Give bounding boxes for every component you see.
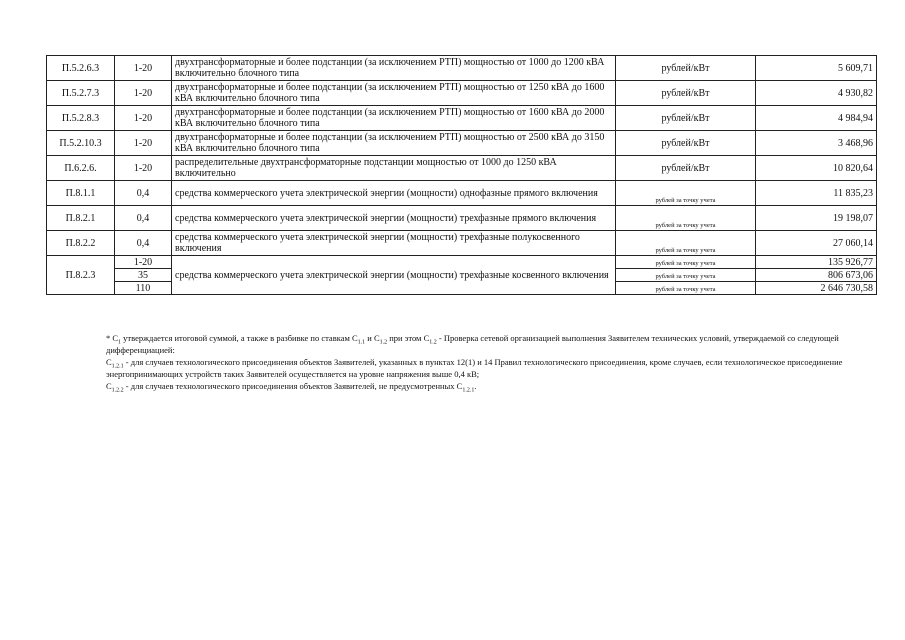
row-code: П.8.1.1 bbox=[47, 181, 115, 206]
table-row bbox=[47, 106, 877, 131]
row-voltage: 1-20 bbox=[115, 106, 172, 131]
row-price: 19 198,07 bbox=[756, 206, 877, 231]
row-voltage: 1-20 bbox=[115, 131, 172, 156]
row-description: двухтрансформаторные и более подстанции (за исключением РТП) мощностью от 2500 кВА до 3150 кВА включительно блочного типа bbox=[172, 131, 616, 156]
row-code: П.8.2.1 bbox=[47, 206, 115, 231]
row-unit: рублей за точку учета bbox=[616, 231, 756, 256]
row-code: П.5.2.8.3 bbox=[47, 106, 115, 131]
row-description: средства коммерческого учета электрической энергии (мощности) трехфазные косвенного включения bbox=[172, 256, 616, 295]
row-code: П.8.2.3 bbox=[47, 256, 115, 295]
row-description: средства коммерческого учета электрической энергии (мощности) трехфазные полукосвенного включения bbox=[172, 231, 616, 256]
row-voltage: 1-20 bbox=[115, 156, 172, 181]
row-unit: рублей за точку учета bbox=[616, 269, 756, 282]
row-unit: рублей/кВт bbox=[616, 156, 756, 181]
row-voltage: 0,4 bbox=[115, 231, 172, 256]
row-voltage: 110 bbox=[115, 282, 172, 295]
row-price: 4 930,82 bbox=[756, 81, 877, 106]
row-unit: рублей/кВт bbox=[616, 106, 756, 131]
row-unit: рублей за точку учета bbox=[616, 181, 756, 206]
footnote-line-1: * $С_1$ утверждается итоговой суммой, а также в разбивке по ставкам $С_{1.1}$ и $С_{1.2}$ при этом $С_{1.2}$ - Проверка сетевой организацией выполнения Заявителем технических условий, утверждаемой со следующей дифференциацией: bbox=[106, 333, 839, 355]
row-unit: рублей за точку учета bbox=[616, 256, 756, 269]
row-code: П.5.2.7.3 bbox=[47, 81, 115, 106]
row-unit: рублей/кВт bbox=[616, 56, 756, 81]
row-voltage: 35 bbox=[115, 269, 172, 282]
row-description: средства коммерческого учета электрической энергии (мощности) однофазные прямого включения bbox=[172, 181, 616, 206]
row-description: двухтрансформаторные и более подстанции (за исключением РТП) мощностью от 1000 до 1200 кВА включительно блочного типа bbox=[172, 56, 616, 81]
row-description: распределительные двухтрансформаторные подстанции мощностью от 1000 до 1250 кВА включительно bbox=[172, 156, 616, 181]
row-code: П.8.2.2 bbox=[47, 231, 115, 256]
row-unit: рублей за точку учета bbox=[616, 206, 756, 231]
row-price: 11 835,23 bbox=[756, 181, 877, 206]
row-voltage: 1-20 bbox=[115, 56, 172, 81]
tariff-table bbox=[46, 55, 877, 295]
row-description: средства коммерческого учета электрической энергии (мощности) трехфазные прямого включения bbox=[172, 206, 616, 231]
row-unit: рублей/кВт bbox=[616, 81, 756, 106]
row-voltage: 0,4 bbox=[115, 206, 172, 231]
row-price: 806 673,06 bbox=[756, 269, 877, 282]
row-voltage: 1-20 bbox=[115, 81, 172, 106]
footnote-line-2: $С_{1.2.1}$ - для случаев технологического присоединения объектов Заявителей, указанных в пунктах 12(1) и 14 Правил технологического присоединения, кроме случаев, если технологическое присоединение энергопринимающих устройств таких Заявителей осуществляется на уровне напряжения выше 0,4 кВ; bbox=[106, 357, 843, 379]
row-price: 135 926,77 bbox=[756, 256, 877, 269]
row-price: 2 646 730,58 bbox=[756, 282, 877, 295]
row-code: П.6.2.6. bbox=[47, 156, 115, 181]
table-row bbox=[47, 131, 877, 156]
table-row bbox=[47, 231, 877, 256]
row-code: П.5.2.10.3 bbox=[47, 131, 115, 156]
row-description: двухтрансформаторные и более подстанции (за исключением РТП) мощностью от 1600 кВА до 2000 кВА включительно блочного типа bbox=[172, 106, 616, 131]
row-code: П.5.2.6.3 bbox=[47, 56, 115, 81]
row-price: 4 984,94 bbox=[756, 106, 877, 131]
table-row bbox=[47, 181, 877, 206]
row-price: 3 468,96 bbox=[756, 131, 877, 156]
table-row bbox=[47, 156, 877, 181]
row-price: 27 060,14 bbox=[756, 231, 877, 256]
row-description: двухтрансформаторные и более подстанции (за исключением РТП) мощностью от 1250 кВА до 1600 кВА включительно блочного типа bbox=[172, 81, 616, 106]
table-row bbox=[47, 256, 877, 269]
row-price: 10 820,64 bbox=[756, 156, 877, 181]
row-price: 5 609,71 bbox=[756, 56, 877, 81]
row-voltage: 0,4 bbox=[115, 181, 172, 206]
row-unit: рублей/кВт bbox=[616, 131, 756, 156]
table-row bbox=[47, 56, 877, 81]
footnote bbox=[106, 332, 846, 392]
table-row bbox=[47, 206, 877, 231]
footnote-line-3: $С_{1.2.2}$ - для случаев технологического присоединения объектов Заявителей, не предусмотренных $С_{1.2.1}$. bbox=[106, 381, 477, 394]
table-row bbox=[47, 81, 877, 106]
row-unit: рублей за точку учета bbox=[616, 282, 756, 295]
row-voltage: 1-20 bbox=[115, 256, 172, 269]
